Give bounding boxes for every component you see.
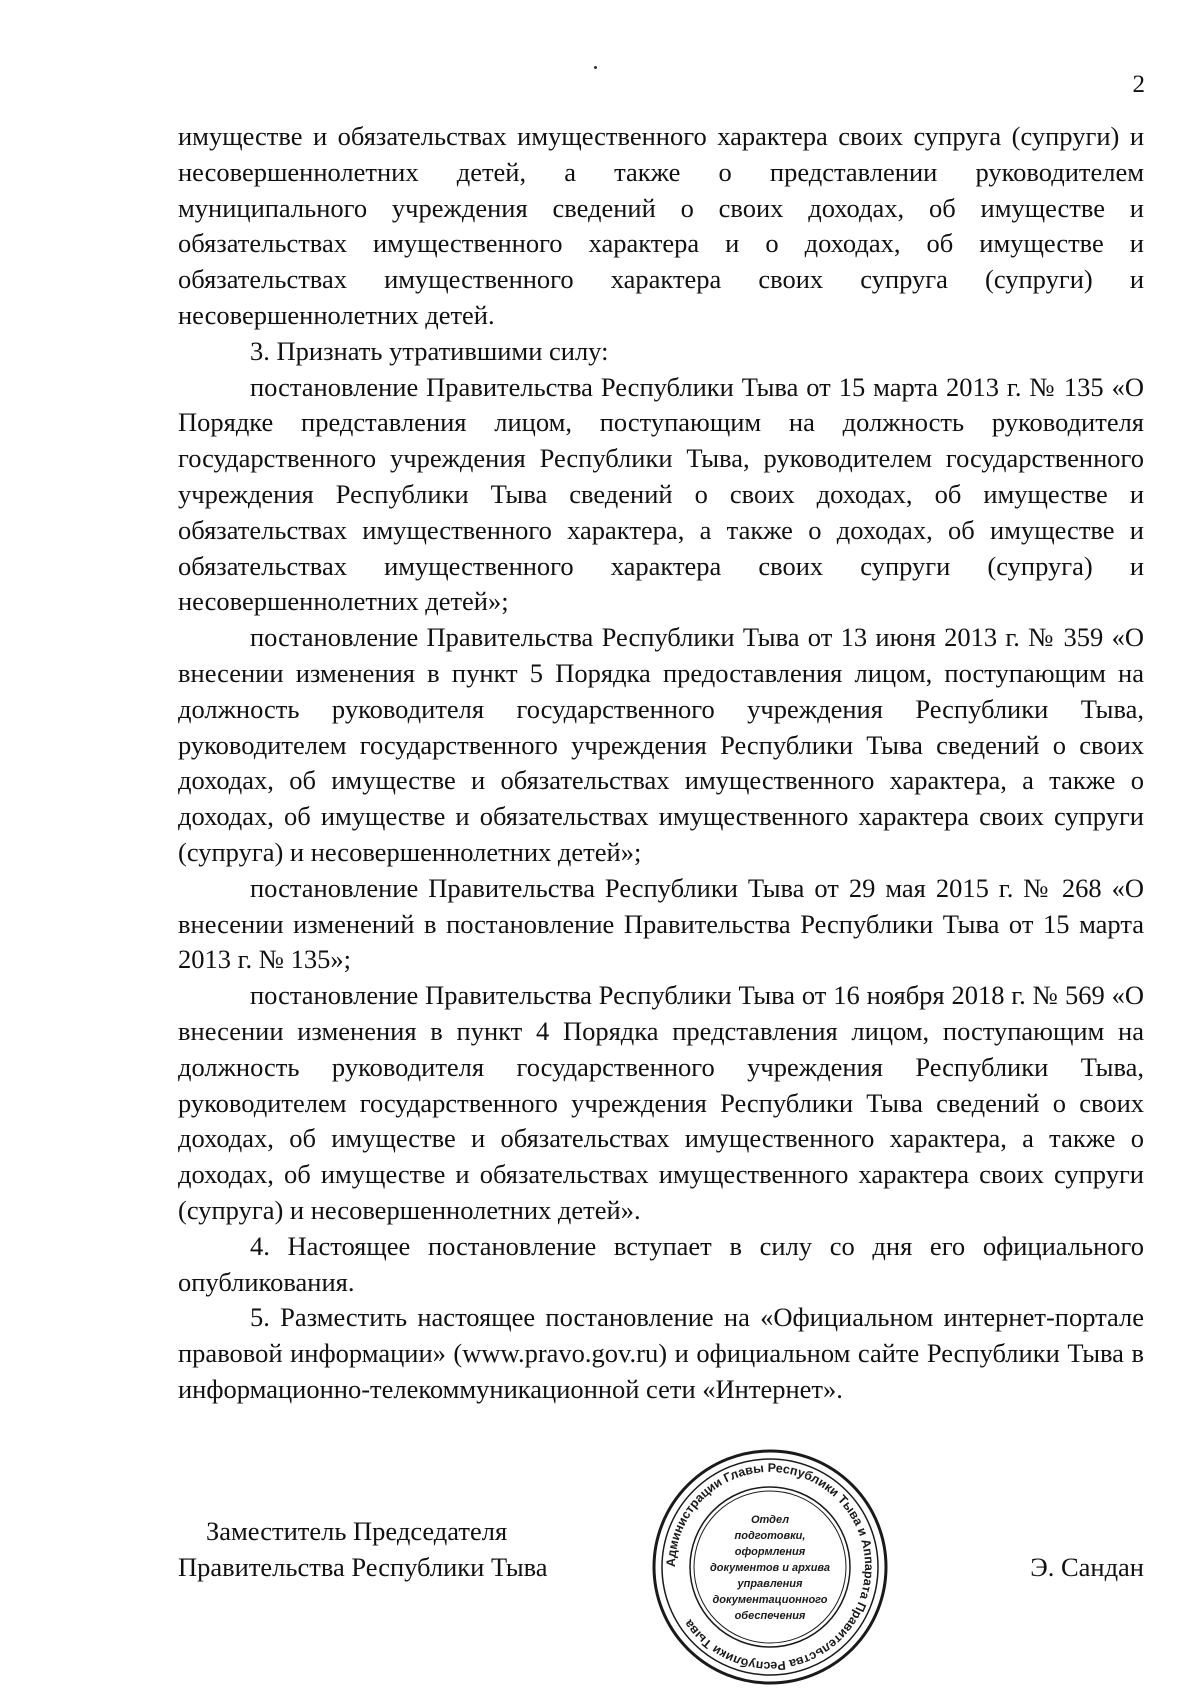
- official-seal: [650, 1447, 890, 1687]
- scan-speck: [594, 66, 597, 69]
- paragraph-item-5: 5. Разместить настоящее постановление на «Официальном интернет-портале правовой информации» (www.pravo.gov.ru) и официальном сайте Республики Тыва в информационно-телекоммуникационной сети «Интернет».: [178, 1302, 1144, 1404]
- seal-outer-text: Администрации Главы Республики Тыва и Аппарата Правительства Республики Тыва: [663, 1460, 877, 1674]
- seal-line-7: обеспечения: [734, 1610, 806, 1622]
- paragraph-repealed-268: постановление Правительства Республики Тыва от 29 мая 2015 г. № 268 «О внесении изменений в постановление Правительства Республики Тыва от 15 марта 2013 г. № 135»;: [178, 872, 1144, 975]
- document-body: [178, 119, 1144, 1408]
- page-number: 2: [1132, 71, 1145, 98]
- seal-line-2: подготовки,: [734, 1530, 806, 1542]
- paragraph-repealed-359: постановление Правительства Республики Тыва от 13 июня 2013 г. № 359 «О внесении изменения в пункт 5 Порядка предоставления лицом, поступающим на должность руководителя государственного учреждения Республики Тыва, руководителем государственного учреждения Республики Тыва сведений о своих доходах, об имуществе и обязательствах имущественного характера, а также о доходах, об имуществе и обязательствах имущественного характера своих супруги (супруга) и несовершеннолетних детей»;: [178, 622, 1144, 867]
- paragraph-item-4: 4. Настоящее постановление вступает в силу со дня его официального опубликования.: [178, 1230, 1144, 1297]
- signatory-name: Э. Сандан: [1030, 1552, 1144, 1582]
- seal-center-text: [710, 1514, 830, 1622]
- seal-line-4: документов и архива: [709, 1562, 831, 1574]
- paragraph-continuation: имуществе и обязательствах имущественного характера своих супруга (супруги) и несовершеннолетних детей, а также о представлении руководителем муниципального учреждения сведений о своих доходах, об имуществе и обязательствах имущественного характера и о доходах, об имуществе и обязательствах имущественного характера своих супруга (супруги) и несовершеннолетних детей.: [178, 121, 1144, 330]
- signatory-title-line2: Правительства Республики Тыва: [178, 1552, 548, 1582]
- seal-line-3: оформления: [734, 1546, 806, 1558]
- paragraph-repealed-569: постановление Правительства Республики Тыва от 16 ноября 2018 г. № 569 «О внесении изменения в пункт 4 Порядка представления лицом, поступающим на должность руководителя государственного учреждения Республики Тыва, руководителем государственного учреждения Республики Тыва сведений о своих доходах, об имуществе и обязательствах имущественного характера, а также о доходах, об имуществе и обязательствах имущественного характера своих супруги (супруга) и несовершеннолетних детей».: [178, 980, 1144, 1225]
- seal-line-1: Отдел: [750, 1514, 790, 1526]
- seal-line-6: документационного: [712, 1594, 828, 1606]
- signatory-title-line1: Заместитель Председателя: [206, 1516, 508, 1546]
- signatory-title: [178, 1513, 548, 1585]
- paragraph-repealed-135: постановление Правительства Республики Тыва от 15 марта 2013 г. № 135 «О Порядке представления лицом, поступающим на должность руководителя государственного учреждения Республики Тыва, руководителем государственного учреждения Республики Тыва сведений о своих доходах, об имуществе и обязательствах имущественного характера, а также о доходах, об имуществе и обязательствах имущественного характера своих супруги (супруга) и несовершеннолетних детей»;: [178, 371, 1144, 617]
- seal-line-5: управления: [737, 1578, 803, 1590]
- paragraph-item-3: 3. Признать утратившими силу:: [250, 335, 609, 366]
